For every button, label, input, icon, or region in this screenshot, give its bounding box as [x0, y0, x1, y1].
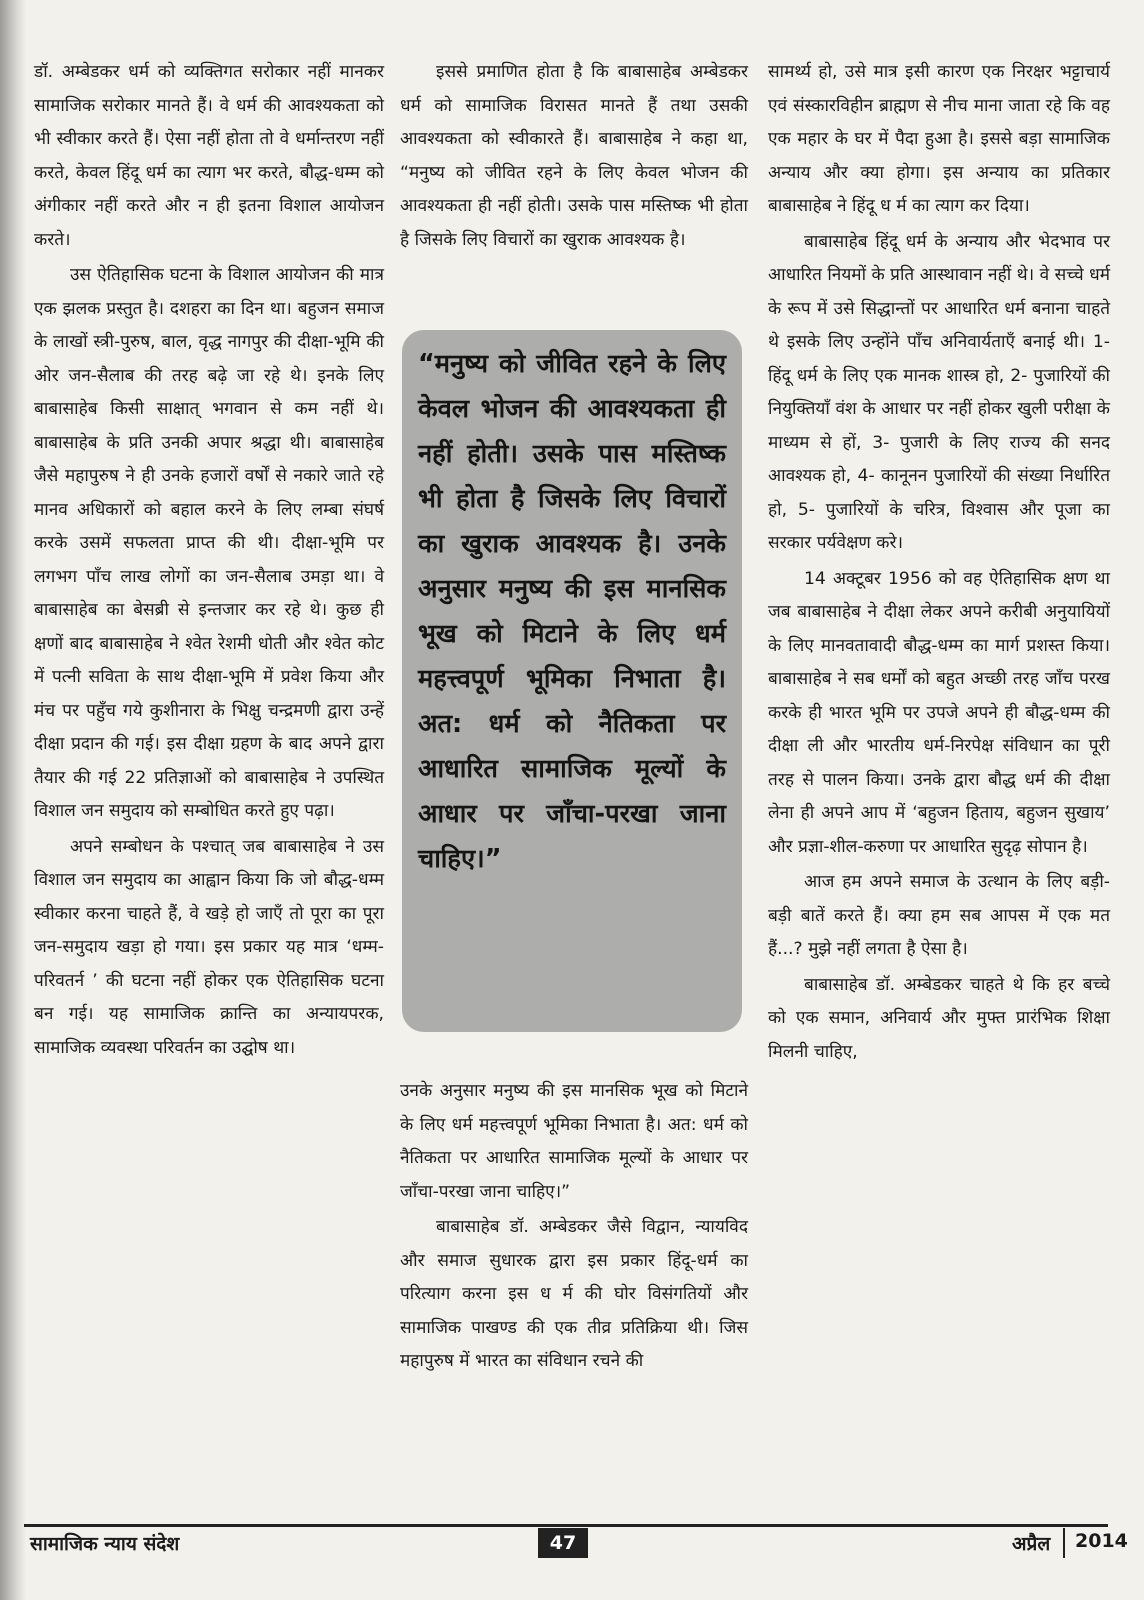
footer-divider: [24, 1524, 1108, 1527]
footer-separator: [1063, 1528, 1065, 1558]
paragraph: उस ऐतिहासिक घटना के विशाल आयोजन की मात्र एक झलक प्रस्तुत है। दशहरा का दिन था। बहुजन समाज के लाखों स्त्री-पुरुष, बाल, वृद्ध नागपुर की दीक्षा-भूमि की ओर जन-सैलाब की तरह बढ़े जा रहे थे। इनके लिए बाबासाहेब किसी साक्षात् भगवान से कम नहीं थे। बाबासाहेब के प्रति उनकी अपार श्रद्धा थी। बाबासाहेब जैसे महापुरुष ने ही उनके हजारों वर्षों से नकारे जाते रहे मानव अधिकारों को बहाल करने के लिए लम्बा संघर्ष करके उसमें सफलता प्राप्त की थी। दीक्षा-भूमि पर लगभग पाँच लाख लोगों का जन-सैलाब उमड़ा था। वे बाबासाहेब का बेसब्री से इन्तजार कर रहे थे। कुछ ही क्षणों बाद बाबासाहेब ने श्वेत रेशमी धोती और श्वेत कोट में पत्नी सविता के साथ दीक्षा-भूमि में प्रवेश किया और मंच पर पहुँच गये कुशीनारा के भिक्षु चन्द्रमणी द्वारा उन्हें दीक्षा प्रदान की गई। इस दीक्षा ग्रहण के बाद अपने द्वारा तैयार की गई 22 प्रतिज्ञाओं को बाबासाहेब ने उपस्थित विशाल जन समुदाय को सम्बोधित करते हुए पढ़ा।: [34, 265, 384, 821]
article-column-3: [768, 56, 1110, 1069]
article-column-1: [34, 56, 384, 1065]
paragraph: बाबासाहेब हिंदू धर्म के अन्याय और भेदभाव पर आधारित नियमों के प्रति आस्थावान नहीं थे। वे सच्चे धर्म के रूप में उसे सिद्धान्तों पर आधारित धर्म बनाना चाहते थे इसके लिए उन्होंने पाँच अनिवार्यताएँ बनाई थी। 1- हिंदू धर्म के लिए एक मानक शास्त्र हो, 2- पुजारियों की नियुक्तियाँ वंश के आधार पर नहीं होकर खुली परीक्षा के माध्यम से हों, 3- पुजारी के लिए राज्य की सनद आवश्यक हो, 4- कानूनन पुजारियों की संख्या निर्धारित हो, 5- पुजारियों के चरित्र, विश्वास और पूजा का सरकार पर्यवेक्षण करे।: [768, 231, 1110, 553]
paragraph: इससे प्रमाणित होता है कि बाबासाहेब अम्बेडकर धर्म को सामाजिक विरासत मानते हैं तथा उसकी आवश्यकता को स्वीकारते हैं। बाबासाहेब ने कहा था, “मनुष्य को जीवित रहने के लिए केवल भोजन की आवश्यकता ही नहीं होती। उसके पास मस्तिष्क भी होता है जिसके लिए विचारों का खुराक आवश्यक है।: [400, 62, 748, 250]
publication-name: सामाजिक न्याय संदेश: [30, 1533, 180, 1555]
paragraph: सामर्थ्य हो, उसे मात्र इसी कारण एक निरक्षर भट्टाचार्य एवं संस्कारविहीन ब्राह्मण से नीच माना जाता रहे कि वह एक महार के घर में पैदा हुआ है। इससे बड़ा सामाजिक अन्याय और क्या होगा। इस अन्याय का प्रतिकार बाबासाहेब ने हिंदू ध र्म का त्याग कर दिया।: [768, 62, 1110, 216]
paragraph: बाबासाहेब डॉ. अम्बेडकर जैसे विद्वान, न्यायविद और समाज सुधारक द्वारा इस प्रकार हिंदू-धर्म का परित्याग करना इस ध र्म की घोर विसंगतियों और सामाजिक पाखण्ड की एक तीव्र प्रतिक्रिया थी। जिस महापुरुष में भारत का संविधान रचने की: [400, 1217, 748, 1371]
page-number: 47: [538, 1528, 588, 1558]
issue-year: 2014: [1075, 1530, 1128, 1552]
pull-quote-text: “मनुष्य को जीवित रहने के लिए केवल भोजन की आवश्यकता ही नहीं होती। उसके पास मस्तिष्क भी होता है जिसके लिए विचारों का खुराक आवश्यक है। उनके अनुसार मनुष्य की इस मानसिक भूख को मिटाने के लिए धर्म महत्त्वपूर्ण भूमिका निभाता है। अत: धर्म को नैतिकता पर आधारित सामाजिक मूल्यों के आधार पर जाँचा-परखा जाना चाहिए।”: [418, 349, 726, 874]
paragraph: अपने सम्बोधन के पश्चात् जब बाबासाहेब ने उस विशाल जन समुदाय का आह्वान किया कि जो बौद्ध-धम्म स्वीकार करना चाहते हैं, वे खड़े हो जाएँ तो पूरा का पूरा जन-समुदाय खड़ा हो गया। इस प्रकार यह मात्र ‘धम्म-परिवतर्न ’ की घटना नहीं होकर एक ऐतिहासिक घटना बन गई। यह सामाजिक क्रान्ति का अन्यायपरक, सामाजिक व्यवस्था परिवर्तन का उद्घोष था।: [34, 836, 384, 1058]
issue-month: अप्रैल: [1012, 1533, 1051, 1555]
article-column-2-top: [400, 56, 748, 257]
paragraph: डॉ. अम्बेडकर धर्म को व्यक्तिगत सरोकार नहीं मानकर सामाजिक सरोकार मानते हैं। वे धर्म की आवश्यकता को भी स्वीकार करते हैं। ऐसा नहीं होता तो वे धर्मान्तरण नहीं करते, केवल हिंदू धर्म का त्याग भर करते, बौद्ध-धम्म को अंगीकार नहीं करते और न ही इतना विशाल आयोजन करते।: [34, 62, 384, 250]
paragraph: 14 अक्टूबर 1956 को वह ऐतिहासिक क्षण था जब बाबासाहेब ने दीक्षा लेकर अपने करीबी अनुयायियों के लिए मानवतावादी बौद्ध-धम्म का मार्ग प्रशस्त किया। बाबासाहेब ने सब धर्मों को बहुत अच्छी तरह जाँच परख करके ही भारत भूमि पर उपजे अपने ही बौद्ध-धम्म की दीक्षा ली और भारतीय धर्म-निरपेक्ष संविधान का पूरी तरह से पालन किया। उनके द्वारा बौद्ध धर्म की दीक्षा लेना ही अपने आप में ‘बहुजन हिताय, बहुजन सुखाय’ और प्रज्ञा-शील-करुणा पर आधारित सुदृढ़ सोपान है।: [768, 568, 1110, 857]
paragraph: आज हम अपने समाज के उत्थान के लिए बड़ी-बड़ी बातें करते हैं। क्या हम सब आपस में एक मत हैं...? मुझे नहीं लगता है ऐसा है।: [768, 872, 1110, 959]
paragraph: उनके अनुसार मनुष्य की इस मानसिक भूख को मिटाने के लिए धर्म महत्त्वपूर्ण भूमिका निभाता है। अत: धर्म को नैतिकता पर आधारित सामाजिक मूल्यों के आधार पर जाँचा-परखा जाना चाहिए।”: [400, 1081, 748, 1202]
page-binding-shadow: [0, 0, 26, 1600]
paragraph: बाबासाहेब डॉ. अम्बेडकर चाहते थे कि हर बच्चे को एक समान, अनिवार्य और मुफ्त प्रारंभिक शिक्षा मिलनी चाहिए,: [768, 974, 1110, 1062]
pull-quote-box: [402, 330, 742, 1032]
article-column-2-bottom: [400, 1075, 748, 1379]
